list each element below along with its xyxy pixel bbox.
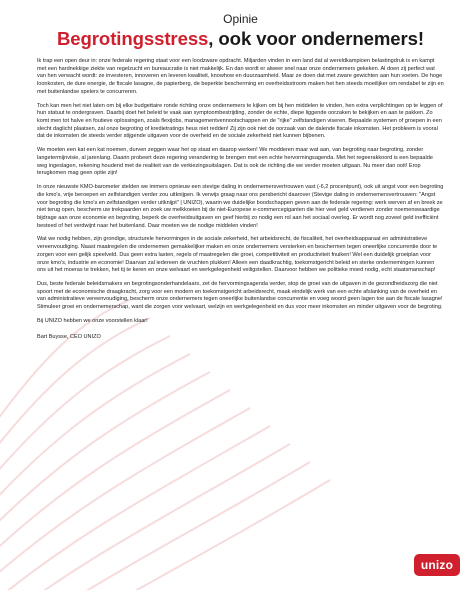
stripe bbox=[0, 462, 310, 590]
article-closing-line: Bij UNIZO hebben we onze voorstellen klaar! bbox=[37, 317, 148, 324]
stripe bbox=[0, 336, 170, 480]
stripe bbox=[0, 426, 270, 590]
unizo-logo: unizo bbox=[414, 554, 460, 576]
stripe bbox=[0, 444, 290, 590]
stripe bbox=[0, 372, 210, 530]
article bbox=[37, 12, 444, 341]
article-paragraph: Toch kan men het niet laten om bij elke budgettaire ronde richting onze ondernemers te kijken om bij hen middelen te vinden, hen extra verplichtingen op te leggen of hun statuut te ondergraven. Daarbij doet het beleid te vaak aan symptoombestrijding, zonder de echte, diepe liggende oorzaken te bekijken en aan te pakken. Zo komt men tot halve en foutieve oplossingen, zoals flexijobs, managementvennootschappen en de "rijke" zelfstandigen viseren. Bepaalde systemen of groepen in een slecht daglicht plaatsen, zal onze begroting of kredietratings heus niet redden! Zij zijn ook niet de oorzaak van de dalende fiscale inkomsten. Het probleem is vooral dat de inkomsten de steeds verder stijgende uitgaven voor de overheid en de sociale zekerheid niet kunnen bijbenen. bbox=[37, 102, 443, 140]
stripe bbox=[0, 390, 230, 555]
article-paragraph: Ik trap een open deur in: onze federale regering staat voor een loodzware opdracht. Miljarden vinden in een land dat al wereldkampioen belastingdruk is en kampt met een hardnekkige ziekte van regelzucht en bureaucratie is niet makkelijk. En dan wordt er alweer snel naar onze ondernemers gekeken. Al doen zij perfect wat van hen verwacht wordt: ze investeren, innoveren en leveren kwaliteit, knowhow en duurzaamheid. Maar ze doen dat met zware gewichten aan hun voeten. De hoge loonkosten, de dure energie, de fiscale lasagne, de papierberg, de beperkte bescherming en overheidsstroom maken het hen steeds moeilijker om rendabel te zijn en met buitenlandse spelers te concurreren. bbox=[37, 58, 444, 95]
article-paragraph: Dus, beste federale beleidsmakers en begrotingsonderhandelaars, zet de hervormingsagenda verder, stop de groei van de uitgaven in de gezondheidszorg die niet spoort met de economische draagkracht, zorg voor een modern en toekomstgericht arbeidsrecht, maak eindelijk werk van een echte afslanking van de overheid en van administratieve vereenvoudiging, bescherm onze ondernemers tegen oneerlijke buitenlandse concurrentie en voeg woord geen lagen toe aan de fiscale lasagne! Stimuleer groei en ondernemerschap, want die zorgen voor welvaart, welzijn en werkgelegenheid en dus voor meer inkomsten en minder uitgaven voor de begroting. bbox=[37, 280, 443, 311]
article-paragraph: We moeten een kat een kat noemen, durven zeggen waar het op staat en daarop werken! We modderen maar wat aan, van begroting naar begroting, zonder langetermijnvisie, al jarenlang. Daarin probeert deze regering verandering te brengen met een echte hervormingsagenda. Met het regeerakkoord is een bepaalde weg ingeslagen, rekening houdend met de realiteit van de verkiezingsuitslagen. Dat is ook de richting die we verder moeten uitgaan. Nu meer dan ooit! Erop terugkomen mag geen optie zijn! bbox=[37, 147, 433, 177]
headline-rest: , ook voor ondernemers! bbox=[208, 28, 425, 49]
article-headline bbox=[37, 28, 444, 50]
stripe bbox=[0, 480, 330, 590]
headline-accent: Begrotingsstress bbox=[56, 28, 209, 49]
article-kicker: Opinie bbox=[223, 12, 258, 26]
stripe bbox=[0, 408, 250, 580]
article-paragraph: In onze nieuwste KMO-barometer stelden we immers opnieuw een stevige daling in ondernemersvertrouwen vast (-6,2 procentpunt), ook uit angst voor een begroting die kmo's, vrije beroepen en zelfstandigen verder zou uitknijpen. Ik verwijs graag naar ons persbericht daarover (Stevige daling in ondernemersvertrouwen: "Angst voor begroting die kmo's en zelfstandigen verder uitknijpt" | UNIZO), waarin we duidelijke boodschappen geven aan de federale regering: werk werven af en breek ze niet terug open, bescherm uw trekpaarden en zoek uw melkkoeien bij de niet-Europese e-commercegiganten die hier veel geld verdienen zonder noemenswaardige bijdrage aan onze economie en begroting, beperk de overheidsuitgaven en geef hierbij zo nodig een rol aan het sociaal overleg. Er wordt nog zoveel geld inefficiënt besteed of het verdwijnt naar het buitenland. Daar moeten we de nodige middelen vinden! bbox=[37, 184, 444, 229]
stripe bbox=[0, 354, 190, 505]
article-signature: Bart Buysse, CEO UNIZO bbox=[37, 333, 101, 340]
article-paragraph: Wat we nodig hebben, zijn grondige, structurele hervormingen in de sociale zekerheid, het arbeidsrecht, de fiscaliteit, het overheidsapparaat en administratieve vereenvoudiging. Naast maatregelen die ondernemen gemakkelijker maken en onze ondernemers versterken en beschermen tegen oneerlijke concurrentie door te zorgen voor een gelijk speelveld. Dus geen extra lasten, regels of maatregelen die groei, competitiviteit en productiviteit fnuiken! Wel een duidelijk groeiplan voor onze kmo's, industrie en economie! Daarvan zal iedereen de vruchten plukken! Alleen een daadkrachtig, toekomstgericht beleid en sterke ondernemingen kunnen ons uit het moeras te trekken, het tij te keren en onze welvaart en werkgelegenheid veiligstellen. Daarvoor hebben we politieke moed nodig, echt staatsmanschap! bbox=[37, 236, 438, 274]
